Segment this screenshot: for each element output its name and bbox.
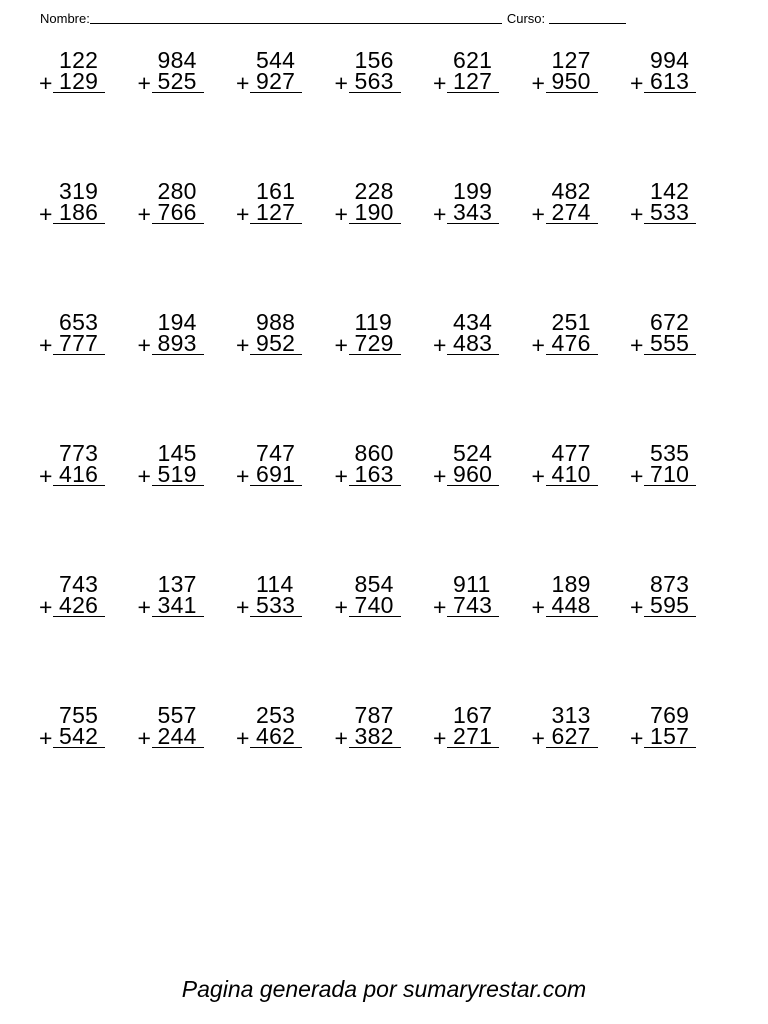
top-addend: 114 xyxy=(256,571,294,597)
addition-problem xyxy=(138,702,237,762)
top-addend: 280 xyxy=(157,178,197,204)
footer-credit: Pagina generada por sumaryrestar.com xyxy=(181,976,587,1002)
addition-problem xyxy=(532,440,631,500)
addition-problem xyxy=(630,309,729,369)
plus-sign: + xyxy=(630,201,644,227)
bottom-addend-value: 627 xyxy=(551,723,591,749)
bottom-addend xyxy=(53,70,105,93)
plus-sign: + xyxy=(137,725,151,751)
bottom-addend-value: 950 xyxy=(551,68,591,94)
bottom-addend-value: 563 xyxy=(354,68,394,94)
addition-problem xyxy=(138,309,237,369)
problem-row xyxy=(39,571,729,702)
bottom-addend-value: 483 xyxy=(453,330,493,356)
top-addend: 787 xyxy=(354,702,394,728)
top-addend: 122 xyxy=(59,47,99,73)
bottom-addend-value: 952 xyxy=(256,330,296,356)
bottom-addend-value: 519 xyxy=(157,461,197,487)
plus-sign: + xyxy=(433,463,447,489)
addition-problem xyxy=(236,178,335,238)
name-label: Nombre: xyxy=(40,11,90,26)
top-addend: 167 xyxy=(453,702,493,728)
top-addend: 544 xyxy=(256,47,296,73)
top-addend: 755 xyxy=(59,702,99,728)
top-addend: 156 xyxy=(354,47,394,73)
bottom-addend-value: 743 xyxy=(453,592,493,618)
bottom-addend xyxy=(349,201,401,224)
top-addend: 988 xyxy=(256,309,296,335)
addition-problem xyxy=(532,47,631,107)
bottom-addend-value: 186 xyxy=(59,199,99,225)
problem-row xyxy=(39,47,729,178)
bottom-addend-value: 555 xyxy=(650,330,690,356)
addition-problem xyxy=(433,178,532,238)
top-addend: 119 xyxy=(354,309,393,335)
addition-problem xyxy=(236,47,335,107)
plus-sign: + xyxy=(137,594,151,620)
bottom-addend xyxy=(152,725,204,748)
plus-sign: + xyxy=(334,332,348,358)
top-addend: 994 xyxy=(650,47,690,73)
course-blank-line[interactable] xyxy=(549,9,626,24)
addition-problem xyxy=(138,178,237,238)
bottom-addend xyxy=(152,70,204,93)
bottom-addend xyxy=(152,201,204,224)
plus-sign: + xyxy=(39,594,53,620)
addition-problem xyxy=(433,47,532,107)
addition-problem xyxy=(138,571,237,631)
bottom-addend-value: 127 xyxy=(453,68,493,94)
top-addend: 984 xyxy=(157,47,197,73)
plus-sign: + xyxy=(236,594,250,620)
top-addend: 557 xyxy=(157,702,197,728)
top-addend: 127 xyxy=(551,47,591,73)
addition-problem xyxy=(335,178,434,238)
top-addend: 535 xyxy=(650,440,690,466)
plus-sign: + xyxy=(334,594,348,620)
plus-sign: + xyxy=(236,201,250,227)
bottom-addend xyxy=(644,70,696,93)
bottom-addend xyxy=(53,463,105,486)
bottom-addend-value: 476 xyxy=(551,330,591,356)
bottom-addend-value: 960 xyxy=(453,461,493,487)
plus-sign: + xyxy=(531,332,545,358)
bottom-addend-value: 244 xyxy=(157,723,197,749)
bottom-addend xyxy=(250,70,302,93)
plus-sign: + xyxy=(334,201,348,227)
plus-sign: + xyxy=(531,70,545,96)
bottom-addend xyxy=(546,594,598,617)
bottom-addend xyxy=(53,332,105,355)
top-addend: 251 xyxy=(551,309,591,335)
bottom-addend-value: 448 xyxy=(551,592,591,618)
plus-sign: + xyxy=(630,725,644,751)
problem-row xyxy=(39,702,729,833)
bottom-addend xyxy=(250,463,302,486)
bottom-addend xyxy=(250,332,302,355)
bottom-addend-value: 462 xyxy=(256,723,296,749)
addition-problem xyxy=(630,47,729,107)
bottom-addend-value: 710 xyxy=(650,461,690,487)
plus-sign: + xyxy=(531,725,545,751)
bottom-addend xyxy=(53,594,105,617)
plus-sign: + xyxy=(334,70,348,96)
bottom-addend xyxy=(250,594,302,617)
addition-problem xyxy=(433,440,532,500)
bottom-addend xyxy=(546,463,598,486)
bottom-addend xyxy=(644,725,696,748)
bottom-addend-value: 893 xyxy=(157,330,197,356)
addition-problem xyxy=(433,309,532,369)
top-addend: 313 xyxy=(551,702,591,728)
top-addend: 860 xyxy=(354,440,394,466)
addition-problem xyxy=(39,47,138,107)
addition-problem xyxy=(335,571,434,631)
bottom-addend-value: 274 xyxy=(551,199,591,225)
addition-problem xyxy=(39,440,138,500)
addition-problem xyxy=(630,440,729,500)
plus-sign: + xyxy=(630,70,644,96)
addition-problem xyxy=(236,440,335,500)
addition-problem xyxy=(335,702,434,762)
problem-row xyxy=(39,440,729,571)
bottom-addend-value: 416 xyxy=(59,461,99,487)
plus-sign: + xyxy=(433,594,447,620)
plus-sign: + xyxy=(630,463,644,489)
bottom-addend xyxy=(644,332,696,355)
bottom-addend xyxy=(349,332,401,355)
plus-sign: + xyxy=(39,201,53,227)
top-addend: 653 xyxy=(59,309,99,335)
bottom-addend-value: 927 xyxy=(256,68,296,94)
top-addend: 524 xyxy=(453,440,493,466)
addition-problem xyxy=(335,440,434,500)
bottom-addend xyxy=(349,70,401,93)
top-addend: 747 xyxy=(256,440,296,466)
addition-problem xyxy=(630,178,729,238)
top-addend: 911 xyxy=(453,571,491,597)
bottom-addend xyxy=(546,201,598,224)
top-addend: 161 xyxy=(256,178,296,204)
bottom-addend-value: 525 xyxy=(157,68,197,94)
top-addend: 672 xyxy=(650,309,690,335)
bottom-addend-value: 691 xyxy=(256,461,296,487)
top-addend: 189 xyxy=(551,571,591,597)
top-addend: 743 xyxy=(59,571,99,597)
bottom-addend xyxy=(152,594,204,617)
plus-sign: + xyxy=(630,332,644,358)
bottom-addend-value: 777 xyxy=(59,330,99,356)
bottom-addend-value: 595 xyxy=(650,592,690,618)
plus-sign: + xyxy=(531,201,545,227)
bottom-addend xyxy=(250,725,302,748)
top-addend: 253 xyxy=(256,702,296,728)
addition-problem xyxy=(335,47,434,107)
bottom-addend-value: 613 xyxy=(650,68,690,94)
bottom-addend xyxy=(250,201,302,224)
plus-sign: + xyxy=(433,332,447,358)
bottom-addend-value: 426 xyxy=(59,592,99,618)
plus-sign: + xyxy=(137,463,151,489)
bottom-addend-value: 382 xyxy=(354,723,394,749)
name-blank-line[interactable] xyxy=(90,9,502,24)
addition-problem xyxy=(236,571,335,631)
top-addend: 873 xyxy=(650,571,690,597)
top-addend: 228 xyxy=(354,178,394,204)
top-addend: 194 xyxy=(157,309,197,335)
bottom-addend xyxy=(546,725,598,748)
plus-sign: + xyxy=(39,725,53,751)
bottom-addend xyxy=(546,70,598,93)
bottom-addend xyxy=(447,594,499,617)
plus-sign: + xyxy=(137,201,151,227)
bottom-addend xyxy=(644,594,696,617)
bottom-addend xyxy=(447,70,499,93)
bottom-addend-value: 542 xyxy=(59,723,99,749)
plus-sign: + xyxy=(236,463,250,489)
top-addend: 773 xyxy=(59,440,99,466)
bottom-addend-value: 271 xyxy=(453,723,493,749)
bottom-addend-value: 410 xyxy=(551,461,591,487)
bottom-addend xyxy=(152,332,204,355)
plus-sign: + xyxy=(236,332,250,358)
bottom-addend-value: 190 xyxy=(354,199,394,225)
course-label: Curso: xyxy=(506,11,546,26)
addition-problem xyxy=(532,571,631,631)
plus-sign: + xyxy=(137,70,151,96)
plus-sign: + xyxy=(334,725,348,751)
addition-problem xyxy=(433,571,532,631)
problem-grid xyxy=(39,47,729,833)
top-addend: 769 xyxy=(650,702,690,728)
addition-problem xyxy=(433,702,532,762)
addition-problem xyxy=(236,309,335,369)
top-addend: 319 xyxy=(59,178,99,204)
plus-sign: + xyxy=(236,725,250,751)
bottom-addend xyxy=(152,463,204,486)
bottom-addend xyxy=(349,463,401,486)
problem-row xyxy=(39,178,729,309)
plus-sign: + xyxy=(433,725,447,751)
bottom-addend-value: 740 xyxy=(354,592,394,618)
bottom-addend-value: 163 xyxy=(354,461,394,487)
plus-sign: + xyxy=(39,332,53,358)
addition-problem xyxy=(39,178,138,238)
addition-problem xyxy=(532,702,631,762)
plus-sign: + xyxy=(433,70,447,96)
bottom-addend xyxy=(53,201,105,224)
plus-sign: + xyxy=(531,463,545,489)
bottom-addend-value: 343 xyxy=(453,199,493,225)
addition-problem xyxy=(630,702,729,762)
plus-sign: + xyxy=(137,332,151,358)
top-addend: 142 xyxy=(650,178,690,204)
top-addend: 621 xyxy=(453,47,493,73)
bottom-addend xyxy=(546,332,598,355)
top-addend: 477 xyxy=(551,440,591,466)
addition-problem xyxy=(138,440,237,500)
bottom-addend xyxy=(447,463,499,486)
plus-sign: + xyxy=(630,594,644,620)
addition-problem xyxy=(335,309,434,369)
plus-sign: + xyxy=(39,70,53,96)
bottom-addend xyxy=(349,594,401,617)
plus-sign: + xyxy=(433,201,447,227)
problem-row xyxy=(39,309,729,440)
bottom-addend-value: 533 xyxy=(650,199,690,225)
top-addend: 854 xyxy=(354,571,394,597)
top-addend: 434 xyxy=(453,309,493,335)
bottom-addend xyxy=(644,463,696,486)
plus-sign: + xyxy=(531,594,545,620)
bottom-addend-value: 157 xyxy=(650,723,690,749)
bottom-addend xyxy=(447,725,499,748)
addition-problem xyxy=(39,571,138,631)
top-addend: 482 xyxy=(551,178,591,204)
plus-sign: + xyxy=(334,463,348,489)
bottom-addend xyxy=(447,332,499,355)
bottom-addend xyxy=(447,201,499,224)
worksheet-header xyxy=(40,9,740,29)
addition-problem xyxy=(236,702,335,762)
bottom-addend-value: 341 xyxy=(157,592,197,618)
top-addend: 199 xyxy=(453,178,493,204)
addition-problem xyxy=(39,309,138,369)
plus-sign: + xyxy=(39,463,53,489)
top-addend: 145 xyxy=(157,440,197,466)
addition-problem xyxy=(630,571,729,631)
bottom-addend xyxy=(349,725,401,748)
bottom-addend xyxy=(644,201,696,224)
bottom-addend xyxy=(53,725,105,748)
addition-problem xyxy=(39,702,138,762)
plus-sign: + xyxy=(236,70,250,96)
addition-problem xyxy=(532,178,631,238)
top-addend: 137 xyxy=(157,571,197,597)
bottom-addend-value: 129 xyxy=(59,68,99,94)
bottom-addend-value: 729 xyxy=(354,330,394,356)
addition-problem xyxy=(532,309,631,369)
bottom-addend-value: 127 xyxy=(256,199,296,225)
addition-problem xyxy=(138,47,237,107)
bottom-addend-value: 533 xyxy=(256,592,296,618)
bottom-addend-value: 766 xyxy=(157,199,197,225)
